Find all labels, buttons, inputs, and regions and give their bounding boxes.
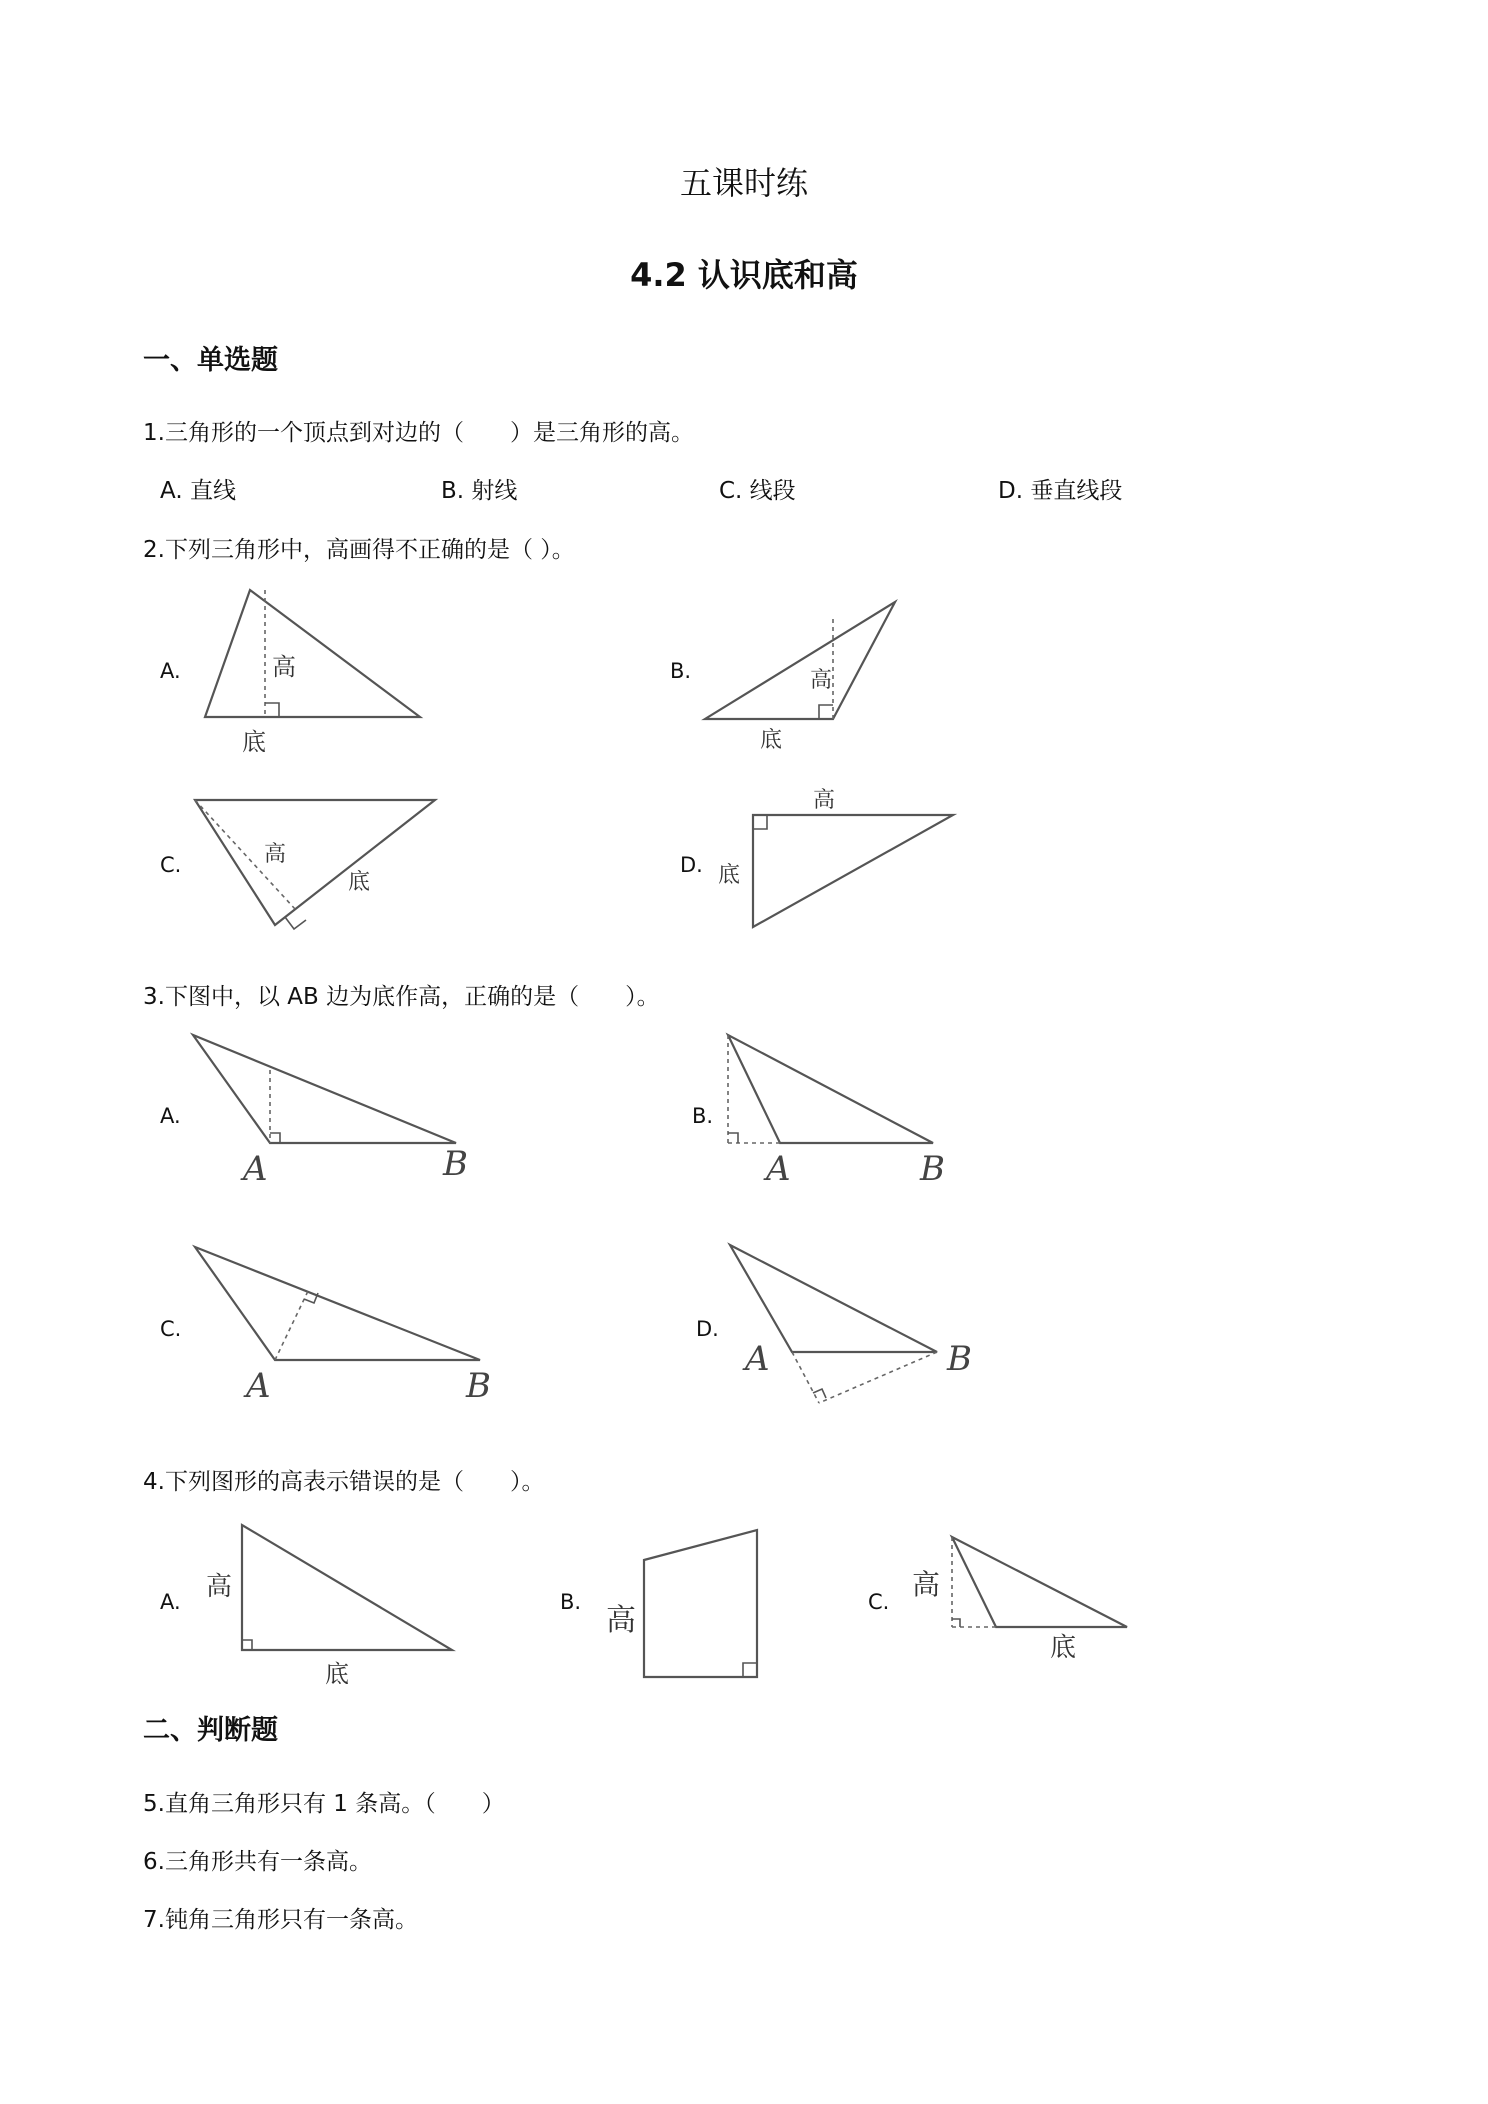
q4-option-a-label[interactable]: A. — [160, 1590, 181, 1614]
lesson-title: 4.2 认识底和高 — [630, 256, 858, 294]
section-heading-true-false: 二、判断题 — [143, 1715, 278, 1746]
q4-option-c-label[interactable]: C. — [868, 1590, 890, 1614]
q3-option-b-label[interactable]: B. — [692, 1104, 714, 1128]
q4-a-height-label: 高 — [206, 1572, 233, 1602]
document-title: 五课时练 — [679, 164, 808, 202]
q3-figure-d — [725, 1240, 985, 1410]
q2-d-base-label: 底 — [718, 863, 741, 888]
q4-figure-a — [200, 1520, 460, 1688]
q3-figure-a — [188, 1030, 478, 1190]
q2-option-c-label[interactable]: C. — [160, 853, 182, 877]
section-heading-single-choice: 一、单选题 — [143, 345, 278, 376]
q2-option-d-label[interactable]: D. — [680, 853, 703, 877]
q3-option-a-label[interactable]: A. — [160, 1104, 181, 1128]
q2-figure-a — [200, 585, 440, 760]
q2-a-base-label: 底 — [242, 728, 266, 756]
question-7-text: 7.钝角三角形只有一条高。 — [143, 1907, 418, 1933]
q3-d-point-b: B — [947, 1339, 972, 1379]
q2-b-height-label: 高 — [810, 668, 833, 693]
q2-c-base-label: 底 — [348, 870, 371, 895]
q4-c-height-label: 高 — [912, 1568, 941, 1601]
q1-option-c[interactable]: C. 线段 — [719, 478, 796, 504]
q4-option-b-label[interactable]: B. — [560, 1590, 582, 1614]
q2-figure-c — [190, 795, 450, 935]
question-1-text: 1.三角形的一个顶点到对边的（ ）是三角形的高。 — [143, 420, 694, 446]
q4-b-height-label: 高 — [606, 1603, 636, 1638]
q3-c-point-b: B — [466, 1366, 491, 1406]
question-3-text: 3.下图中，以 AB 边为底作高，正确的是（ ）。 — [143, 984, 660, 1010]
q3-figure-b — [718, 1030, 968, 1190]
q3-option-c-label[interactable]: C. — [160, 1317, 182, 1341]
q2-b-base-label: 底 — [760, 728, 783, 753]
q1-option-a[interactable]: A. 直线 — [160, 478, 236, 504]
q2-a-height-label: 高 — [272, 653, 296, 681]
question-2-text: 2.下列三角形中，高画得不正确的是（ ）。 — [143, 537, 575, 563]
question-6-text: 6.三角形共有一条高。 — [143, 1849, 372, 1875]
q3-option-d-label[interactable]: D. — [696, 1317, 719, 1341]
q4-figure-b — [600, 1525, 780, 1685]
q3-a-point-b: B — [443, 1144, 468, 1184]
question-5-text: 5.直角三角形只有 1 条高。（ ） — [143, 1791, 505, 1817]
q4-c-base-label: 底 — [1050, 1633, 1077, 1663]
q3-figure-c — [190, 1242, 500, 1406]
q3-c-point-a: A — [246, 1366, 271, 1406]
q2-c-height-label: 高 — [264, 842, 287, 867]
q1-option-d[interactable]: D. 垂直线段 — [998, 478, 1123, 504]
question-4-text: 4.下列图形的高表示错误的是（ ）。 — [143, 1469, 545, 1495]
q2-d-height-label: 高 — [813, 788, 836, 813]
q1-option-b[interactable]: B. 射线 — [441, 478, 518, 504]
q2-option-b-label[interactable]: B. — [670, 659, 692, 683]
q3-b-point-b: B — [920, 1149, 945, 1189]
q2-figure-d — [710, 782, 960, 932]
q4-a-base-label: 底 — [325, 1660, 349, 1688]
q3-a-point-a: A — [243, 1149, 268, 1189]
q2-option-a-label[interactable]: A. — [160, 659, 181, 683]
q3-b-point-a: A — [766, 1149, 791, 1189]
q4-figure-c — [910, 1532, 1135, 1662]
q2-figure-b — [700, 597, 910, 752]
q3-d-point-a: A — [745, 1339, 770, 1379]
